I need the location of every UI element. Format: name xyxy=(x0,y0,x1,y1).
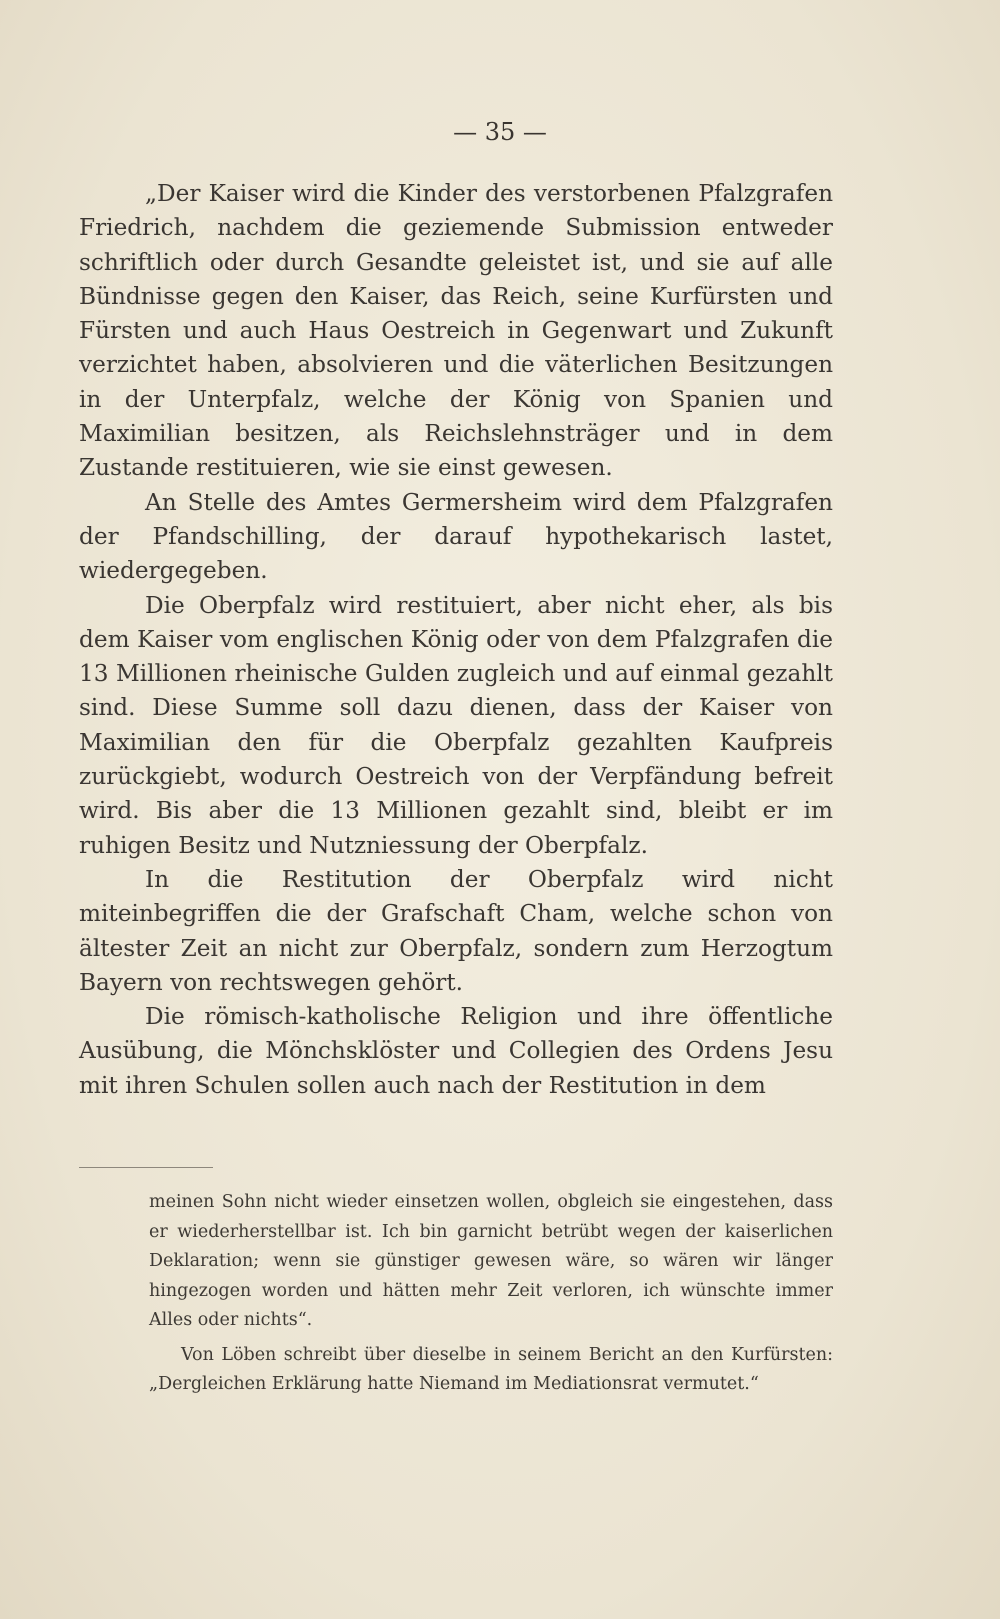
footnote-divider xyxy=(79,1167,213,1168)
paragraph-4: In die Restitution der Oberpfalz wird nicht miteinbegriffen die der Grafschaft Cham, welche schon von ältester Zeit an nicht zur Oberpfalz, sondern zum Herzogtum Bayern von rechtswegen gehört. xyxy=(79,865,833,996)
main-text xyxy=(79,177,833,1103)
paragraph-3: Die Oberpfalz wird restituiert, aber nicht eher, als bis dem Kaiser vom englischen König oder von dem Pfalzgrafen die 13 Millionen rheinische Gulden zugleich und auf einmal gezahlt sind. Diese Summe soll dazu dienen, dass der Kaiser von Maximilian den für die Oberpfalz gezahlten Kaufpreis zurückgiebt, wodurch Oestreich von der Verpfändung befreit wird. Bis aber die 13 Millionen gezahlt sind, bleibt er im ruhigen Besitz und Nutzniessung der Oberpfalz. xyxy=(79,591,833,859)
paragraph-2: An Stelle des Amtes Germersheim wird dem Pfalzgrafen der Pfandschilling, der darauf hypothekarisch lastet, wiedergegeben. xyxy=(79,488,833,585)
footnotes xyxy=(149,1188,833,1400)
paragraph-5: Die römisch-katholische Religion und ihre öffentliche Ausübung, die Mönchsklöster und Collegien des Ordens Jesu mit ihren Schulen sollen auch nach der Restitution in dem xyxy=(79,1003,833,1099)
paragraph-1: „Der Kaiser wird die Kinder des verstorbenen Pfalzgrafen Friedrich, nachdem die geziemende Submission entweder schriftlich oder durch Gesandte geleistet ist, und sie auf alle Bündnisse gegen den Kaiser, das Reich, seine Kurfürsten und Fürsten und auch Haus Oestreich in Gegenwart und Zukunft verzichtet haben, absolvieren und die väterlichen Besitzungen in der Unterpfalz, welche der König von Spanien und Maximilian besitzen, als Reichslehnsträger und in dem Zustande restituieren, wie sie einst gewesen. xyxy=(79,180,833,482)
page-number-header: — 35 — xyxy=(453,118,547,146)
footnote-continuation: meinen Sohn nicht wieder einsetzen wollen, obgleich sie eingestehen, dass er wiederherstellbar ist. Ich bin garnicht betrübt wegen der kaiserlichen Deklaration; wenn sie günstiger gewesen wäre, so wären wir länger hingezogen worden und hätten mehr Zeit verloren, ich wünschte immer Alles oder nichts“. xyxy=(149,1192,833,1330)
footnote-second: Von Löben schreibt über dieselbe in seinem Bericht an den Kurfürsten: „Dergleichen Erklärung hatte Niemand im Mediationsrat vermutet.“ xyxy=(149,1344,833,1394)
